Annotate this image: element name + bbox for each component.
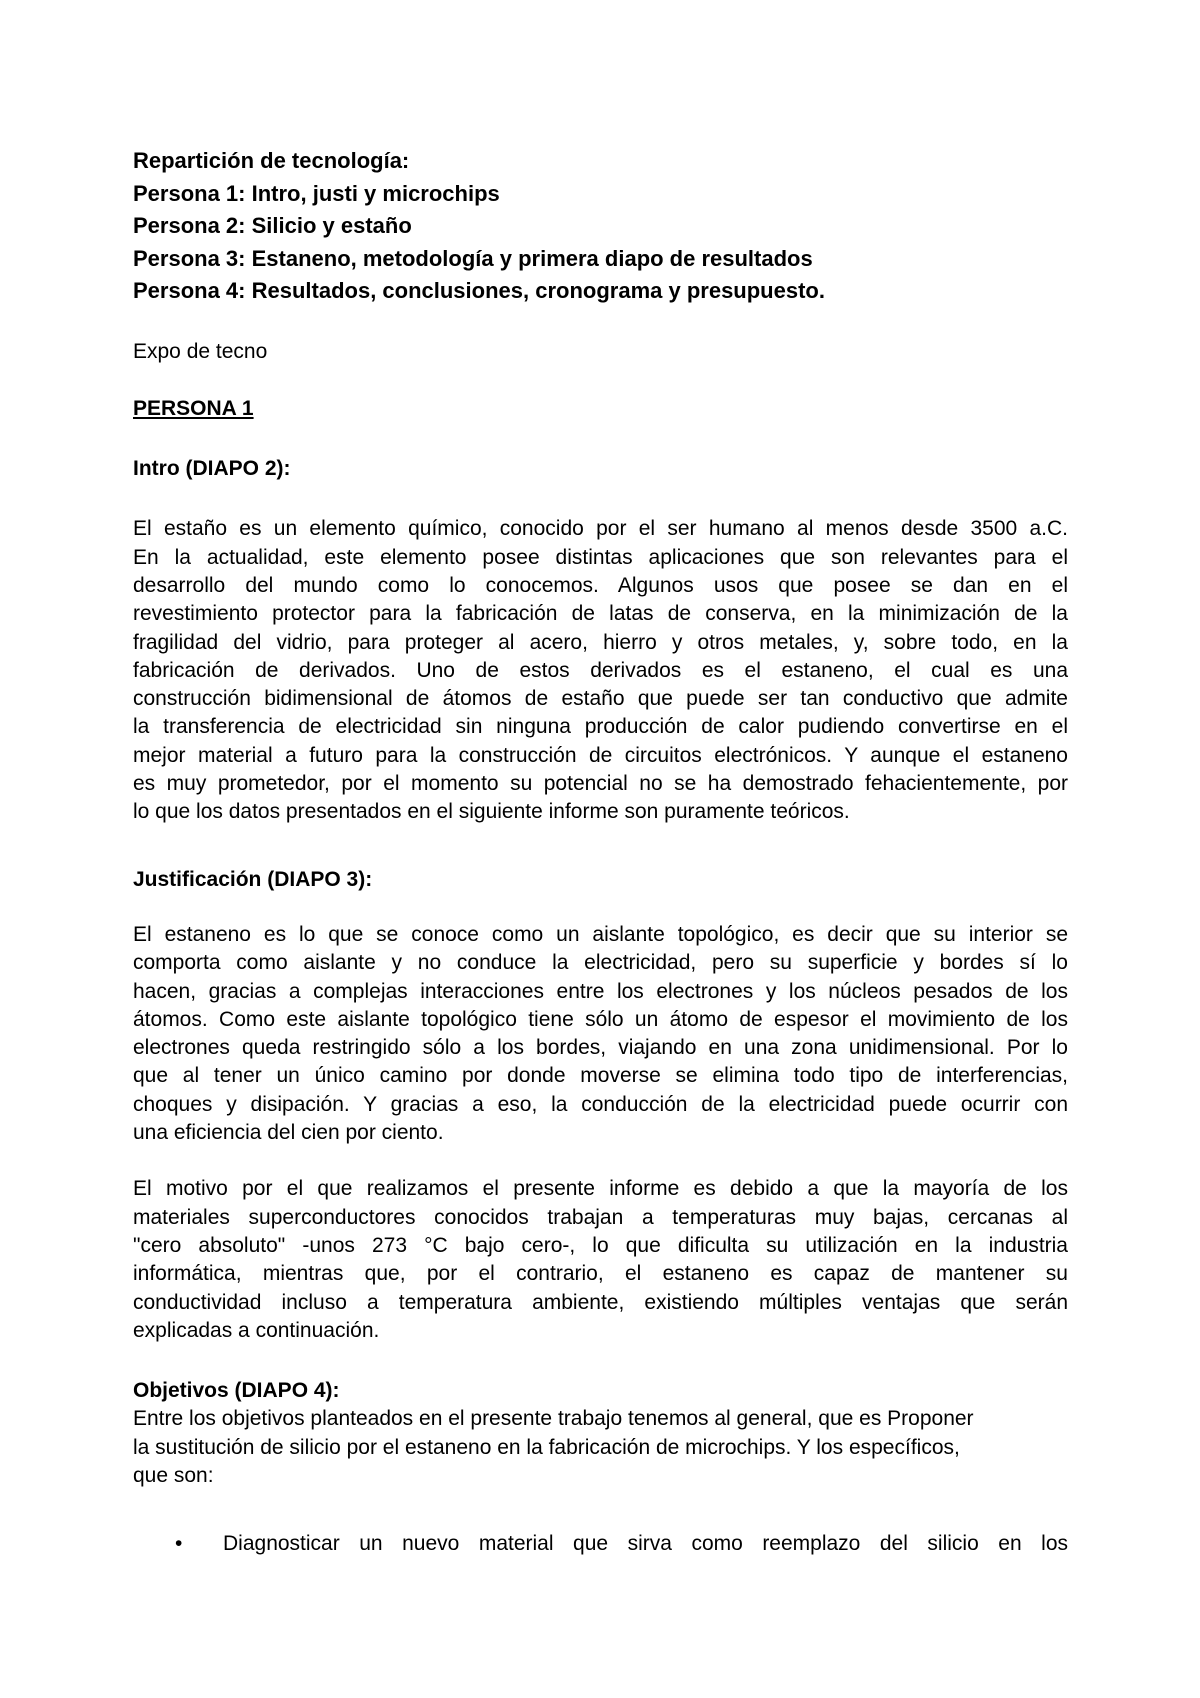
intro-line: El estaño es un elemento químico, conocido por el ser humano al menos desde 3500 a.C. (133, 517, 1068, 541)
distribution-item-1: Persona 1: Intro, justi y microchips (133, 180, 500, 206)
justification-line: choques y disipación. Y gracias a eso, la conducción de la electricidad puede ocurrir con (133, 1092, 1068, 1116)
intro-line: es muy prometedor, por el momento su potencial no se ha demostrado fehacientemente, por (133, 772, 1068, 796)
motive-paragraph (133, 1175, 1068, 1345)
doc-subtitle: Expo de tecno (133, 339, 268, 363)
motive-line: El motivo por el que realizamos el presente informe es debido a que la mayoría de los (133, 1177, 1068, 1201)
justification-line: átomos. Como este aislante topológico tiene sólo un átomo de espesor el movimiento de los (133, 1007, 1068, 1031)
motive-line: "cero absoluto" -unos 273 °C bajo cero-, lo que dificulta su utilización en la industria (133, 1233, 1068, 1257)
objectives-line: Entre los objetivos planteados en el presente trabajo tenemos al general, que es Proponer (133, 1407, 974, 1431)
person-1-heading: PERSONA 1 (133, 396, 254, 420)
intro-heading: Intro (DIAPO 2): (133, 457, 291, 481)
motive-line: explicadas a continuación. (133, 1318, 380, 1342)
intro-paragraph (133, 515, 1068, 826)
intro-line: desarrollo del mundo como lo conocemos. Algunos usos que posee se dan en el (133, 573, 1068, 597)
distribution-item-4: Persona 4: Resultados, conclusiones, cronograma y presupuesto. (133, 278, 825, 303)
justification-line: comporta como aislante y no conduce la electricidad, pero su superficie y bordes sí lo (133, 951, 1068, 975)
justification-line: electrones queda restringido sólo a los bordes, viajando en una zona unidimensional. Por lo (133, 1036, 1068, 1060)
justification-line: que al tener un único camino por donde moverse se elimina todo tipo de interferencias, (133, 1064, 1068, 1088)
justification-heading: Justificación (DIAPO 3): (133, 867, 373, 891)
justification-line: hacen, gracias a complejas interacciones entre los electrones y los núcleos pesados de los (133, 979, 1068, 1003)
objective-bullet-item (133, 1530, 1068, 1558)
intro-line: lo que los datos presentados en el siguiente informe son puramente teóricos. (133, 800, 850, 824)
intro-line: revestimiento protector para la fabricación de latas de conserva, en la minimización de la (133, 602, 1068, 626)
objectives-paragraph (133, 1405, 1068, 1490)
justification-line: una eficiencia del cien por ciento. (133, 1121, 444, 1145)
intro-line: la transferencia de electricidad sin ninguna producción de calor pudiendo convertirse en el (133, 715, 1068, 739)
person-1-section (133, 366, 1068, 423)
bullet-icon: • (175, 1532, 183, 1556)
distribution-block (133, 145, 1068, 308)
intro-line: construcción bidimensional de átomos de estaño que puede ser tan conductivo que admite (133, 687, 1068, 711)
justification-paragraph (133, 921, 1068, 1147)
intro-line: mejor material a futuro para la construcción de circuitos electrónicos. Y aunque el estaneno (133, 743, 1068, 767)
distribution-heading: Repartición de tecnología: (133, 148, 410, 173)
justification-line: El estaneno es lo que se conoce como un aislante topológico, es decir que su interior se (133, 922, 1068, 946)
intro-line: fragilidad del vidrio, para proteger al acero, hierro y otros metales, y, sobre todo, en la (133, 630, 1068, 654)
intro-line: fabricación de derivados. Uno de estos derivados es el estaneno, el cual es una (133, 658, 1068, 682)
distribution-item-2: Persona 2: Silicio y estaño (133, 213, 412, 238)
objectives-line: la sustitución de silicio por el estaneno en la fabricación de microchips. Y los específicos, (133, 1435, 960, 1459)
objectives-line: que son: (133, 1464, 214, 1487)
distribution-item-3: Persona 3: Estaneno, metodología y primera diapo de resultados (133, 245, 813, 271)
objective-bullet-text: Diagnosticar un nuevo material que sirva como reemplazo del silicio en los (223, 1532, 1068, 1556)
intro-line: En la actualidad, este elemento posee distintas aplicaciones que son relevantes para el (133, 545, 1068, 569)
document-content (133, 145, 1068, 1559)
objectives-heading: Objetivos (DIAPO 4): (133, 1379, 340, 1403)
motive-line: conductividad incluso a temperatura ambiente, existiendo múltiples ventajas que serán (133, 1290, 1068, 1314)
motive-line: informática, mientras que, por el contrario, el estaneno es capaz de mantener su (133, 1262, 1068, 1286)
motive-line: materiales superconductores conocidos trabajan a temperaturas muy bajas, cercanas al (133, 1205, 1068, 1229)
